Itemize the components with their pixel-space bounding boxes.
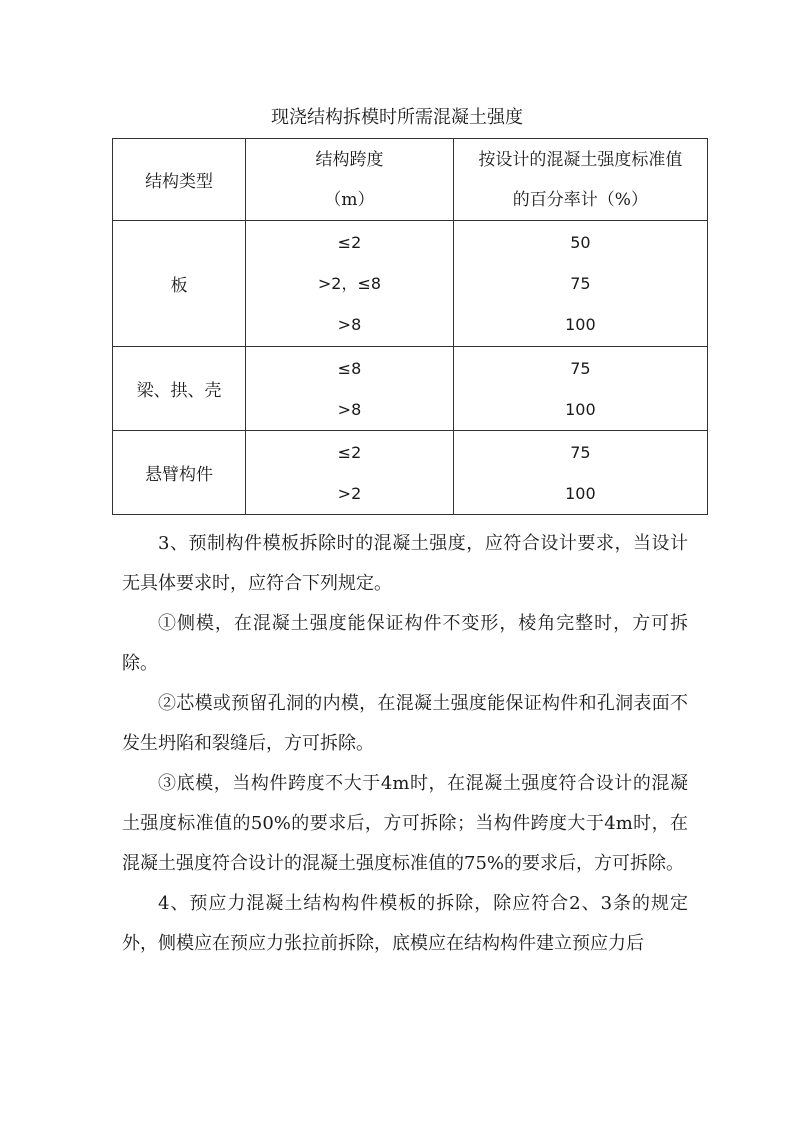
page-title: 现浇结构拆模时所需混凝土强度	[271, 107, 523, 128]
row-type-slab	[113, 221, 246, 347]
percent-value: 100	[565, 399, 596, 419]
paragraph: ①侧模，在混凝土强度能保证构件不变形，棱角完整时，方可拆除。	[122, 613, 688, 674]
paragraph: 4、预应力混凝土结构构件模板的拆除，除应符合2、3条的规定外，侧模应在预应力张拉前拆除，底模应在结构构件建立预应力后	[122, 893, 688, 954]
row-type-label: 板	[170, 276, 188, 296]
row-span-values	[246, 221, 454, 347]
percent-value: 100	[565, 483, 596, 503]
row-type-beam	[113, 347, 246, 431]
body-text	[122, 524, 688, 964]
table-header-row	[113, 139, 708, 221]
table-row	[113, 431, 708, 515]
row-type-label: 梁、拱、壳	[136, 381, 222, 401]
row-percent-values	[453, 221, 707, 347]
span-value: >2，≤8	[317, 274, 382, 293]
header-span-unit: （m）	[324, 189, 375, 210]
paragraph: ③底模，当构件跨度不大于4m时，在混凝土强度符合设计的混凝土强度标准值的50%的要求后，方可拆除；当构件跨度大于4m时，在混凝土强度符合设计的混凝土强度标准值的75%的要求后，方可拆除。	[122, 773, 688, 874]
row-type-cantilever	[113, 431, 246, 515]
percent-value: 75	[570, 274, 591, 293]
span-value: >2	[337, 483, 362, 503]
percent-value: 75	[570, 442, 591, 462]
span-value: >8	[337, 399, 362, 419]
formwork-strength-table	[112, 138, 708, 515]
header-structure-type	[113, 139, 246, 221]
header-span-label: 结构跨度	[315, 149, 384, 170]
header-percent-unit: 的百分率计（%）	[512, 189, 648, 210]
percent-value: 50	[570, 233, 591, 252]
span-value: ≤8	[337, 358, 362, 378]
row-span-values	[246, 347, 454, 431]
span-value: ≤2	[337, 442, 362, 462]
span-value: >8	[337, 315, 362, 334]
percent-value: 75	[570, 358, 591, 378]
row-percent-values	[453, 347, 707, 431]
row-span-values	[246, 431, 454, 515]
paragraph: 3、预制构件模板拆除时的混凝土强度，应符合设计要求，当设计无具体要求时，应符合下列规定。	[122, 533, 688, 594]
span-value: ≤2	[337, 233, 362, 252]
percent-value: 100	[565, 315, 596, 334]
row-type-label: 悬臂构件	[145, 465, 214, 485]
header-percent-label: 按设计的混凝土强度标准值	[478, 149, 683, 170]
header-percent	[453, 139, 707, 221]
paragraph: ②芯模或预留孔洞的内模，在混凝土强度能保证构件和孔洞表面不发生坍陷和裂缝后，方可拆除。	[122, 693, 688, 754]
header-span	[246, 139, 454, 221]
table-row	[113, 221, 708, 347]
table-row	[113, 347, 708, 431]
row-percent-values	[453, 431, 707, 515]
header-structure-type-label: 结构类型	[145, 172, 214, 192]
